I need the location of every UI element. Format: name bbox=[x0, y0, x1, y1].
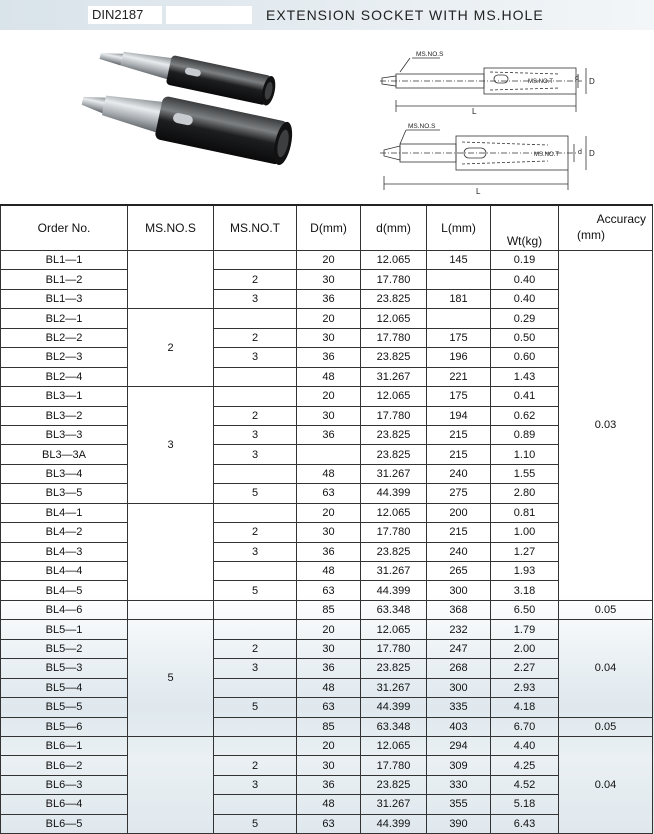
weight-cell: 2.00 bbox=[491, 639, 559, 658]
length-cell: 215 bbox=[427, 425, 491, 444]
bottom-ms-s-label: MS.NO.S bbox=[408, 123, 436, 130]
length-cell: 181 bbox=[427, 289, 491, 308]
order-no-cell: BL6—1 bbox=[1, 736, 128, 755]
outer-diameter-cell: 36 bbox=[297, 542, 361, 561]
length-cell: 368 bbox=[427, 600, 491, 619]
technical-drawing-top bbox=[380, 58, 586, 112]
weight-cell: 0.50 bbox=[491, 328, 559, 347]
table-body bbox=[1, 251, 653, 834]
ms-t-cell: 5 bbox=[214, 484, 297, 503]
ms-t-cell: 2 bbox=[214, 270, 297, 289]
weight-cell: 2.93 bbox=[491, 678, 559, 697]
outer-diameter-cell: 48 bbox=[297, 795, 361, 814]
top-dim-d-outer: D bbox=[589, 77, 595, 86]
inner-diameter-cell: 23.825 bbox=[361, 445, 427, 464]
outer-diameter-cell: 63 bbox=[297, 814, 361, 833]
outer-diameter-cell: 30 bbox=[297, 328, 361, 347]
order-no-cell: BL2—4 bbox=[1, 367, 128, 386]
col-header-d-outer: D(mm) bbox=[297, 205, 361, 251]
ms-t-cell: 2 bbox=[214, 756, 297, 775]
outer-diameter-cell bbox=[297, 445, 361, 464]
order-no-cell: BL3—3A bbox=[1, 445, 128, 464]
weight-cell: 0.40 bbox=[491, 270, 559, 289]
length-cell: 145 bbox=[427, 251, 491, 270]
col-header-length: L(mm) bbox=[427, 205, 491, 251]
length-cell: 175 bbox=[427, 328, 491, 347]
order-no-cell: BL5—3 bbox=[1, 659, 128, 678]
weight-cell: 0.89 bbox=[491, 425, 559, 444]
table-row bbox=[1, 717, 653, 736]
length-cell: 330 bbox=[427, 775, 491, 794]
outer-diameter-cell: 36 bbox=[297, 289, 361, 308]
inner-diameter-cell: 44.399 bbox=[361, 581, 427, 600]
ms-t-cell bbox=[214, 717, 297, 736]
inner-diameter-cell: 23.825 bbox=[361, 348, 427, 367]
ms-t-cell: 5 bbox=[214, 698, 297, 717]
outer-diameter-cell: 20 bbox=[297, 620, 361, 639]
weight-cell: 6.43 bbox=[491, 814, 559, 833]
inner-diameter-cell: 63.348 bbox=[361, 717, 427, 736]
order-no-cell: BL3—5 bbox=[1, 484, 128, 503]
table-row bbox=[1, 309, 653, 328]
weight-cell: 0.41 bbox=[491, 387, 559, 406]
weight-cell: 0.81 bbox=[491, 503, 559, 522]
weight-cell: 0.60 bbox=[491, 348, 559, 367]
table-row bbox=[1, 289, 653, 308]
table-row bbox=[1, 795, 653, 814]
length-cell: 194 bbox=[427, 406, 491, 425]
ms-t-cell bbox=[214, 464, 297, 483]
weight-cell: 1.93 bbox=[491, 562, 559, 581]
ms-t-cell: 2 bbox=[214, 523, 297, 542]
weight-cell: 4.25 bbox=[491, 756, 559, 775]
outer-diameter-cell: 20 bbox=[297, 736, 361, 755]
length-cell: 175 bbox=[427, 387, 491, 406]
order-no-cell: BL5—4 bbox=[1, 678, 128, 697]
length-cell: 221 bbox=[427, 367, 491, 386]
outer-diameter-cell: 30 bbox=[297, 523, 361, 542]
top-ms-s-label: MS.NO.S bbox=[416, 51, 444, 58]
outer-diameter-cell: 48 bbox=[297, 464, 361, 483]
weight-cell: 4.52 bbox=[491, 775, 559, 794]
outer-diameter-cell: 20 bbox=[297, 503, 361, 522]
order-no-cell: BL4—6 bbox=[1, 600, 128, 619]
inner-diameter-cell: 23.825 bbox=[361, 659, 427, 678]
length-cell: 268 bbox=[427, 659, 491, 678]
order-no-cell: BL5—5 bbox=[1, 698, 128, 717]
ms-t-cell: 3 bbox=[214, 542, 297, 561]
inner-diameter-cell: 23.825 bbox=[361, 542, 427, 561]
weight-cell: 4.40 bbox=[491, 736, 559, 755]
inner-diameter-cell: 17.780 bbox=[361, 328, 427, 347]
inner-diameter-cell: 12.065 bbox=[361, 503, 427, 522]
length-cell bbox=[427, 309, 491, 328]
weight-cell: 4.18 bbox=[491, 698, 559, 717]
ms-t-cell bbox=[214, 795, 297, 814]
length-cell: 335 bbox=[427, 698, 491, 717]
order-no-cell: BL6—5 bbox=[1, 814, 128, 833]
bottom-dim-d-outer: D bbox=[589, 149, 595, 158]
inner-diameter-cell: 23.825 bbox=[361, 425, 427, 444]
bottom-dim-d-inner: d bbox=[578, 149, 582, 156]
outer-diameter-cell: 48 bbox=[297, 678, 361, 697]
inner-diameter-cell: 17.780 bbox=[361, 406, 427, 425]
table-header-row bbox=[1, 205, 653, 251]
order-no-cell: BL3—2 bbox=[1, 406, 128, 425]
inner-diameter-cell: 44.399 bbox=[361, 698, 427, 717]
length-cell: 403 bbox=[427, 717, 491, 736]
order-no-cell: BL6—4 bbox=[1, 795, 128, 814]
inner-diameter-cell: 23.825 bbox=[361, 775, 427, 794]
table-row bbox=[1, 328, 653, 347]
order-no-cell: BL1—2 bbox=[1, 270, 128, 289]
technical-drawing-bottom bbox=[380, 130, 586, 190]
ms-t-cell: 3 bbox=[214, 775, 297, 794]
table-row bbox=[1, 659, 653, 678]
length-cell: 196 bbox=[427, 348, 491, 367]
order-no-cell: BL3—3 bbox=[1, 425, 128, 444]
length-cell: 200 bbox=[427, 503, 491, 522]
table-row bbox=[1, 562, 653, 581]
table-row bbox=[1, 425, 653, 444]
length-cell: 275 bbox=[427, 484, 491, 503]
outer-diameter-cell: 30 bbox=[297, 756, 361, 775]
table-row bbox=[1, 775, 653, 794]
table-row bbox=[1, 814, 653, 833]
length-cell bbox=[427, 270, 491, 289]
table-row bbox=[1, 387, 653, 406]
header-band bbox=[0, 0, 654, 30]
table-row bbox=[1, 348, 653, 367]
ms-t-cell bbox=[214, 367, 297, 386]
table-row bbox=[1, 484, 653, 503]
weight-cell: 2.80 bbox=[491, 484, 559, 503]
inner-diameter-cell: 12.065 bbox=[361, 309, 427, 328]
inner-diameter-cell: 63.348 bbox=[361, 600, 427, 619]
accuracy-cell: 0.05 bbox=[559, 717, 653, 736]
ms-s-cell: 2 bbox=[128, 309, 214, 387]
table-row bbox=[1, 445, 653, 464]
weight-cell: 0.40 bbox=[491, 289, 559, 308]
ms-t-cell bbox=[214, 600, 297, 619]
accuracy-header-line2: (mm) bbox=[577, 228, 605, 242]
length-cell: 240 bbox=[427, 464, 491, 483]
ms-t-cell bbox=[214, 678, 297, 697]
col-header-d-inner: d(mm) bbox=[361, 205, 427, 251]
top-ms-t-label: MS.NO.T bbox=[528, 79, 553, 85]
order-no-cell: BL4—1 bbox=[1, 503, 128, 522]
ms-s-cell bbox=[128, 600, 214, 619]
length-cell: 265 bbox=[427, 562, 491, 581]
ms-t-cell: 3 bbox=[214, 425, 297, 444]
col-header-ms-t: MS.NO.T bbox=[214, 205, 297, 251]
table-row bbox=[1, 251, 653, 270]
order-no-cell: BL4—5 bbox=[1, 581, 128, 600]
length-cell: 309 bbox=[427, 756, 491, 775]
outer-diameter-cell: 20 bbox=[297, 387, 361, 406]
inner-diameter-cell: 12.065 bbox=[361, 620, 427, 639]
bottom-dim-l: L bbox=[476, 187, 481, 196]
outer-diameter-cell: 36 bbox=[297, 775, 361, 794]
table-row bbox=[1, 464, 653, 483]
top-dim-d-inner: d bbox=[575, 75, 579, 82]
bottom-ms-t-label: MS.NO.T bbox=[534, 152, 559, 158]
ms-t-cell: 5 bbox=[214, 581, 297, 600]
outer-diameter-cell: 30 bbox=[297, 406, 361, 425]
length-cell: 232 bbox=[427, 620, 491, 639]
order-no-cell: BL3—4 bbox=[1, 464, 128, 483]
ms-t-cell: 3 bbox=[214, 659, 297, 678]
ms-t-cell: 2 bbox=[214, 328, 297, 347]
ms-t-cell: 3 bbox=[214, 348, 297, 367]
order-no-cell: BL5—2 bbox=[1, 639, 128, 658]
weight-cell: 2.27 bbox=[491, 659, 559, 678]
ms-t-cell bbox=[214, 736, 297, 755]
inner-diameter-cell: 31.267 bbox=[361, 678, 427, 697]
order-no-cell: BL1—1 bbox=[1, 251, 128, 270]
inner-diameter-cell: 12.065 bbox=[361, 251, 427, 270]
outer-diameter-cell: 63 bbox=[297, 484, 361, 503]
weight-cell: 1.00 bbox=[491, 523, 559, 542]
ms-t-cell bbox=[214, 387, 297, 406]
inner-diameter-cell: 31.267 bbox=[361, 795, 427, 814]
length-cell: 300 bbox=[427, 581, 491, 600]
table-row bbox=[1, 523, 653, 542]
length-cell: 247 bbox=[427, 639, 491, 658]
order-no-cell: BL4—2 bbox=[1, 523, 128, 542]
ms-t-cell: 5 bbox=[214, 814, 297, 833]
outer-diameter-cell: 48 bbox=[297, 367, 361, 386]
ms-t-cell bbox=[214, 503, 297, 522]
weight-cell: 0.62 bbox=[491, 406, 559, 425]
order-no-cell: BL2—3 bbox=[1, 348, 128, 367]
outer-diameter-cell: 36 bbox=[297, 659, 361, 678]
length-cell: 294 bbox=[427, 736, 491, 755]
table-row bbox=[1, 581, 653, 600]
ms-t-cell: 2 bbox=[214, 639, 297, 658]
inner-diameter-cell: 17.780 bbox=[361, 270, 427, 289]
inner-diameter-cell: 44.399 bbox=[361, 814, 427, 833]
table-row bbox=[1, 698, 653, 717]
outer-diameter-cell: 36 bbox=[297, 348, 361, 367]
order-no-cell: BL2—1 bbox=[1, 309, 128, 328]
ms-t-cell: 2 bbox=[214, 406, 297, 425]
product-illustration bbox=[0, 30, 654, 202]
ms-t-cell bbox=[214, 251, 297, 270]
ms-t-cell bbox=[214, 620, 297, 639]
inner-diameter-cell: 12.065 bbox=[361, 387, 427, 406]
ms-t-cell: 3 bbox=[214, 289, 297, 308]
outer-diameter-cell: 20 bbox=[297, 251, 361, 270]
table-row bbox=[1, 620, 653, 639]
spec-table-area bbox=[0, 204, 654, 834]
table-row bbox=[1, 406, 653, 425]
spec-table bbox=[0, 204, 653, 834]
length-cell: 240 bbox=[427, 542, 491, 561]
inner-diameter-cell: 31.267 bbox=[361, 464, 427, 483]
weight-cell: 6.70 bbox=[491, 717, 559, 736]
outer-diameter-cell: 63 bbox=[297, 581, 361, 600]
standard-code: DIN2187 bbox=[88, 6, 162, 24]
accuracy-cell: 0.05 bbox=[559, 600, 653, 619]
outer-diameter-cell: 48 bbox=[297, 562, 361, 581]
outer-diameter-cell: 20 bbox=[297, 309, 361, 328]
table-row bbox=[1, 756, 653, 775]
outer-diameter-cell: 85 bbox=[297, 600, 361, 619]
table-row bbox=[1, 503, 653, 522]
table-row bbox=[1, 678, 653, 697]
inner-diameter-cell: 17.780 bbox=[361, 756, 427, 775]
order-no-cell: BL1—3 bbox=[1, 289, 128, 308]
length-cell: 215 bbox=[427, 445, 491, 464]
page-title: EXTENSION SOCKET WITH MS.HOLE bbox=[266, 7, 544, 23]
length-cell: 390 bbox=[427, 814, 491, 833]
col-header-weight: Wt(kg) bbox=[491, 205, 559, 251]
inner-diameter-cell: 23.825 bbox=[361, 289, 427, 308]
inner-diameter-cell: 17.780 bbox=[361, 523, 427, 542]
weight-cell: 1.79 bbox=[491, 620, 559, 639]
accuracy-cell: 0.03 bbox=[559, 251, 653, 601]
length-cell: 300 bbox=[427, 678, 491, 697]
accuracy-cell: 0.04 bbox=[559, 736, 653, 833]
outer-diameter-cell: 30 bbox=[297, 270, 361, 289]
table-row bbox=[1, 367, 653, 386]
ms-t-cell: 3 bbox=[214, 445, 297, 464]
inner-diameter-cell: 12.065 bbox=[361, 736, 427, 755]
inner-diameter-cell: 44.399 bbox=[361, 484, 427, 503]
outer-diameter-cell: 63 bbox=[297, 698, 361, 717]
table-row bbox=[1, 736, 653, 755]
order-no-cell: BL4—3 bbox=[1, 542, 128, 561]
order-no-cell: BL4—4 bbox=[1, 562, 128, 581]
inner-diameter-cell: 31.267 bbox=[361, 562, 427, 581]
weight-cell: 5.18 bbox=[491, 795, 559, 814]
accuracy-header-line1: Accuracy bbox=[596, 212, 646, 226]
ms-s-cell bbox=[128, 251, 214, 309]
col-header-accuracy bbox=[559, 205, 653, 251]
weight-cell: 1.43 bbox=[491, 367, 559, 386]
outer-diameter-cell: 36 bbox=[297, 425, 361, 444]
order-no-cell: BL2—2 bbox=[1, 328, 128, 347]
weight-cell: 6.50 bbox=[491, 600, 559, 619]
order-no-cell: BL6—3 bbox=[1, 775, 128, 794]
order-no-cell: BL6—2 bbox=[1, 756, 128, 775]
length-cell: 355 bbox=[427, 795, 491, 814]
inner-diameter-cell: 17.780 bbox=[361, 639, 427, 658]
col-header-order: Order No. bbox=[1, 205, 128, 251]
blank-field bbox=[166, 6, 252, 24]
weight-cell: 0.19 bbox=[491, 251, 559, 270]
ms-s-cell bbox=[128, 503, 214, 600]
order-no-cell: BL5—6 bbox=[1, 717, 128, 736]
weight-cell: 1.10 bbox=[491, 445, 559, 464]
weight-cell: 1.55 bbox=[491, 464, 559, 483]
accuracy-cell: 0.04 bbox=[559, 620, 653, 717]
col-header-ms-s: MS.NO.S bbox=[128, 205, 214, 251]
ms-s-cell bbox=[128, 736, 214, 833]
outer-diameter-cell: 85 bbox=[297, 717, 361, 736]
order-no-cell: BL5—1 bbox=[1, 620, 128, 639]
weight-cell: 1.27 bbox=[491, 542, 559, 561]
ms-t-cell bbox=[214, 309, 297, 328]
small-socket-photo bbox=[97, 40, 277, 106]
order-no-cell: BL3—1 bbox=[1, 387, 128, 406]
table-row bbox=[1, 600, 653, 619]
ms-s-cell: 3 bbox=[128, 387, 214, 504]
table-row bbox=[1, 639, 653, 658]
table-row bbox=[1, 270, 653, 289]
weight-cell: 0.29 bbox=[491, 309, 559, 328]
table-row bbox=[1, 542, 653, 561]
outer-diameter-cell: 30 bbox=[297, 639, 361, 658]
inner-diameter-cell: 31.267 bbox=[361, 367, 427, 386]
ms-s-cell: 5 bbox=[128, 620, 214, 737]
ms-t-cell bbox=[214, 562, 297, 581]
length-cell: 215 bbox=[427, 523, 491, 542]
weight-cell: 3.18 bbox=[491, 581, 559, 600]
top-dim-l: L bbox=[472, 107, 477, 116]
